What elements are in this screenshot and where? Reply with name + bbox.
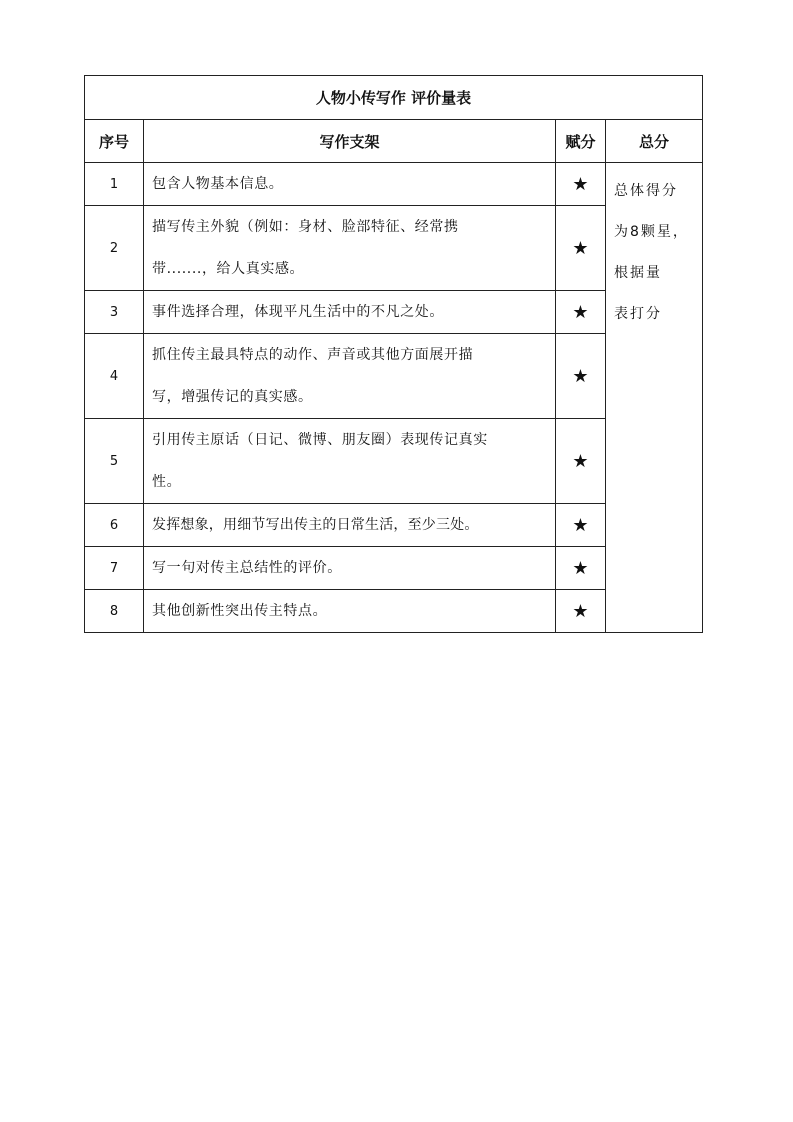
row-index: 5 [85,419,144,504]
header-total: 总分 [606,120,703,163]
header-score: 赋分 [556,120,606,163]
row-index: 7 [85,547,144,590]
row-description [144,547,556,590]
total-note-line: 为8颗星， [614,224,689,240]
description-line: 抓住传主最具特点的动作、声音或其他方面展开描 [152,347,474,363]
star-icon: ★ [556,291,606,334]
description-line: 写，增强传记的真实感。 [152,389,313,405]
row-index: 1 [85,163,144,206]
row-description [144,334,556,419]
rubric-table [84,75,703,633]
row-description [144,590,556,633]
row-description [144,504,556,547]
description-line: 事件选择合理，体现平凡生活中的不凡之处。 [152,304,444,320]
star-icon: ★ [556,419,606,504]
row-description [144,419,556,504]
table-row [85,163,703,206]
header-index: 序号 [85,120,144,163]
star-icon: ★ [556,206,606,291]
description-line: 其他创新性突出传主特点。 [152,603,328,619]
row-index: 8 [85,590,144,633]
star-icon: ★ [556,504,606,547]
header-framework: 写作支架 [144,120,556,163]
row-index: 3 [85,291,144,334]
description-line: 发挥想象，用细节写出传主的日常生活，至少三处。 [152,517,479,533]
evaluation-rubric [84,75,702,633]
star-icon: ★ [556,547,606,590]
total-note-line: 总体得分 [614,183,678,199]
row-description [144,163,556,206]
description-line: 包含人物基本信息。 [152,176,284,192]
row-index: 6 [85,504,144,547]
total-score-note [606,163,703,633]
star-icon: ★ [556,163,606,206]
description-line: 写一句对传主总结性的评价。 [152,560,342,576]
description-line: 带.......，给人真实感。 [152,261,305,277]
description-line: 描写传主外貌（例如：身材、脸部特征、经常携 [152,219,459,235]
row-index: 4 [85,334,144,419]
table-title: 人物小传写作 评价量表 [85,76,703,120]
star-icon: ★ [556,334,606,419]
row-description [144,291,556,334]
row-description [144,206,556,291]
total-note-line: 表打分 [614,306,662,322]
row-index: 2 [85,206,144,291]
star-icon: ★ [556,590,606,633]
description-line: 引用传主原话（日记、微博、朋友圈）表现传记真实 [152,432,488,448]
description-line: 性。 [152,474,182,490]
total-note-line: 根据量 [614,265,662,281]
